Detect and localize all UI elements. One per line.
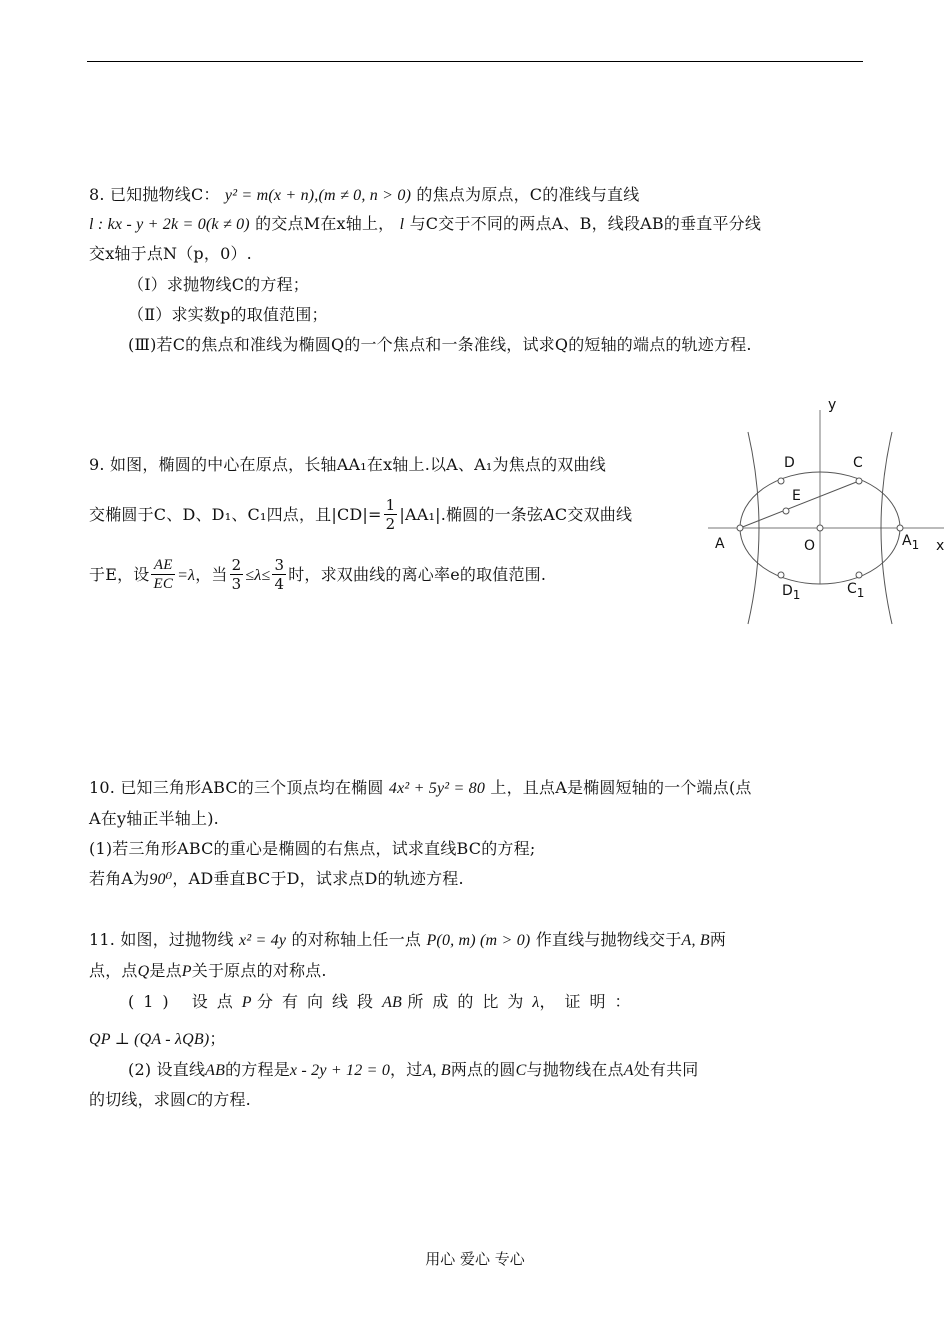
segment-ab: AB [382, 994, 403, 1011]
inequality: ≤λ≤ [245, 567, 271, 584]
frac-num: AE [151, 556, 175, 575]
problem11-text: (1) 设点 [128, 992, 242, 1011]
problem8-intro: 8. 已知抛物线C： [89, 185, 220, 204]
problem8-line1 [89, 185, 639, 206]
point-d [778, 478, 784, 484]
segment-ab: AB [205, 1062, 226, 1079]
ellipse-equation: 4x² + 5y² = 80 [388, 780, 486, 797]
problem8-text: 与C交于不同的两点A、B，线段AB的垂直平分线 [409, 214, 762, 233]
header-rule [87, 61, 863, 62]
angle-value: 90⁰ [149, 871, 173, 888]
problem11-text: 关于原点的对称点. [191, 961, 327, 980]
label-a1-main: A [902, 533, 912, 549]
problem11-line1 [89, 930, 726, 951]
point-p: P(0, m) (m > 0) [426, 932, 531, 949]
fraction-two-thirds [230, 556, 244, 593]
point-e [783, 508, 789, 514]
problem8-part2: （Ⅱ）求实数p的取值范围； [128, 305, 328, 324]
label-c: C [853, 455, 863, 471]
points-ab: A, B [422, 1062, 451, 1079]
label-c1-sub: 1 [856, 586, 865, 600]
problem11-part2 [128, 1060, 699, 1081]
problem11-proof [89, 1029, 226, 1050]
problem10-part1: (1)若三角形ABC的重心是椭圆的右焦点，试求直线BC的方程; [89, 839, 536, 858]
problem11-text: 作直线与抛物线交于 [535, 930, 682, 949]
frac-num: 2 [231, 556, 242, 574]
problem11-part1 [128, 992, 639, 1013]
p-symbol: P [181, 963, 192, 980]
problem9-text: 于E，设 [89, 565, 150, 584]
problem8-line2 [89, 214, 761, 235]
problem10-text: ，AD垂直BC于D，试求点D的轨迹方程. [172, 869, 464, 888]
problem11-text: 的方程是 [225, 1060, 290, 1079]
problem11-text: ，证明： [539, 992, 640, 1011]
parabola-equation: y² = m(x + n),(m ≠ 0, n > 0) [224, 187, 412, 204]
problem11-text: 与抛物线在点 [526, 1060, 624, 1079]
page-footer: 用心 爱心 专心 [425, 1250, 525, 1268]
line-equation: l : kx - y + 2k = 0(k ≠ 0) [89, 216, 250, 233]
label-a1 [902, 533, 919, 552]
ellipse-hyperbola-figure [708, 392, 948, 637]
problem9-text: 交椭圆于C、D、D₁、C₁四点，且|CD|= [89, 505, 382, 524]
problem11-text: 的切线，求圆 [89, 1090, 187, 1109]
points-ab: A, B [681, 932, 710, 949]
lambda-eq: =λ [177, 567, 196, 584]
problem11-text: ，过 [390, 1060, 423, 1079]
a-symbol: A [623, 1062, 634, 1079]
problem11-text: 11. 如图，过抛物线 [89, 930, 234, 949]
label-c1-main: C [847, 581, 857, 597]
problem11-text: 的方程. [197, 1090, 251, 1109]
frac-den: EC [153, 576, 174, 592]
label-x: x [936, 538, 945, 554]
line-equation: x - 2y + 12 = 0 [289, 1062, 391, 1079]
problem9-line2 [89, 497, 632, 534]
label-a1-sub: 1 [911, 538, 920, 552]
problem11-line2 [89, 961, 327, 982]
problem11-last-line [89, 1090, 251, 1111]
proof-equation: QP ⊥ (QA - λQB) [89, 1031, 210, 1048]
problem8-part3: (Ⅲ)若C的焦点和准线为椭圆Q的一个焦点和一条准线，试求Q的短轴的端点的轨迹方程. [128, 335, 752, 354]
problem10-text: 上，且点A是椭圆短轴的一个端点(点 [490, 778, 752, 797]
point-a [737, 525, 743, 531]
fraction-half [384, 496, 398, 533]
problem9-text: |AA₁|.椭圆的一条弦AC交双曲线 [399, 505, 633, 524]
problem11-text: 是点 [149, 961, 182, 980]
circle-c-symbol: C [186, 1092, 198, 1109]
problem8-text: 的交点M在x轴上， [255, 214, 395, 233]
problem11-text: 的对称轴上任一点 [291, 930, 422, 949]
problem11-text: 点，点 [89, 961, 138, 980]
problem11-text: 两 [709, 930, 727, 949]
problem10-text: 若角A为 [89, 869, 150, 888]
circle-c-symbol: C [515, 1062, 527, 1079]
label-a: A [715, 536, 725, 552]
problem9-text: 时，求双曲线的离心率e的取值范围. [288, 565, 547, 584]
point-c1 [856, 572, 862, 578]
p-symbol: P [241, 994, 252, 1011]
fraction-ae-ec [151, 556, 175, 593]
label-d: D [784, 455, 795, 471]
frac-den: 4 [274, 575, 285, 593]
problem8-line3: 交x轴于点N（p，0）. [89, 244, 252, 263]
point-c [856, 478, 862, 484]
label-c1 [847, 581, 864, 600]
problem10-line2: A在y轴正半轴上). [89, 809, 219, 828]
l-symbol: l [399, 216, 405, 233]
label-d1-main: D [782, 583, 793, 599]
frac-den: 3 [231, 575, 242, 593]
problem10-line4 [89, 869, 464, 890]
lambda-symbol: λ [532, 994, 540, 1011]
point-a1 [897, 525, 903, 531]
label-y: y [828, 397, 837, 413]
frac-num: 1 [385, 496, 396, 514]
problem10-line1 [89, 778, 752, 799]
parabola-equation: x² = 4y [239, 932, 287, 949]
problem9-line1: 9. 如图，椭圆的中心在原点，长轴AA₁在x轴上.以A、A₁为焦点的双曲线 [89, 455, 606, 474]
problem11-text: 所成的比为 [407, 992, 533, 1011]
label-o: O [804, 538, 816, 554]
problem11-text: 两点的圆 [450, 1060, 516, 1079]
frac-num: 3 [274, 556, 285, 574]
problem9-text: ，当 [195, 565, 228, 584]
point-o [817, 525, 823, 531]
label-e: E [792, 488, 801, 504]
problem11-text: ； [209, 1029, 226, 1048]
label-d1-sub: 1 [792, 588, 801, 602]
label-d1 [782, 583, 800, 602]
point-d1 [778, 572, 784, 578]
problem11-text: 分有向线段 [257, 992, 383, 1011]
problem9-line3 [89, 557, 546, 594]
q-symbol: Q [137, 963, 150, 980]
fraction-three-quarters [272, 556, 286, 593]
problem11-text: 处有共同 [633, 1060, 699, 1079]
frac-den: 2 [385, 515, 396, 533]
problem11-text: (2) 设直线 [128, 1060, 206, 1079]
problem8-intro-cont: 的焦点为原点，C的准线与直线 [416, 185, 640, 204]
problem8-part1: （Ⅰ）求抛物线C的方程； [128, 275, 309, 294]
problem10-text: 10. 已知三角形ABC的三个顶点均在椭圆 [89, 778, 384, 797]
